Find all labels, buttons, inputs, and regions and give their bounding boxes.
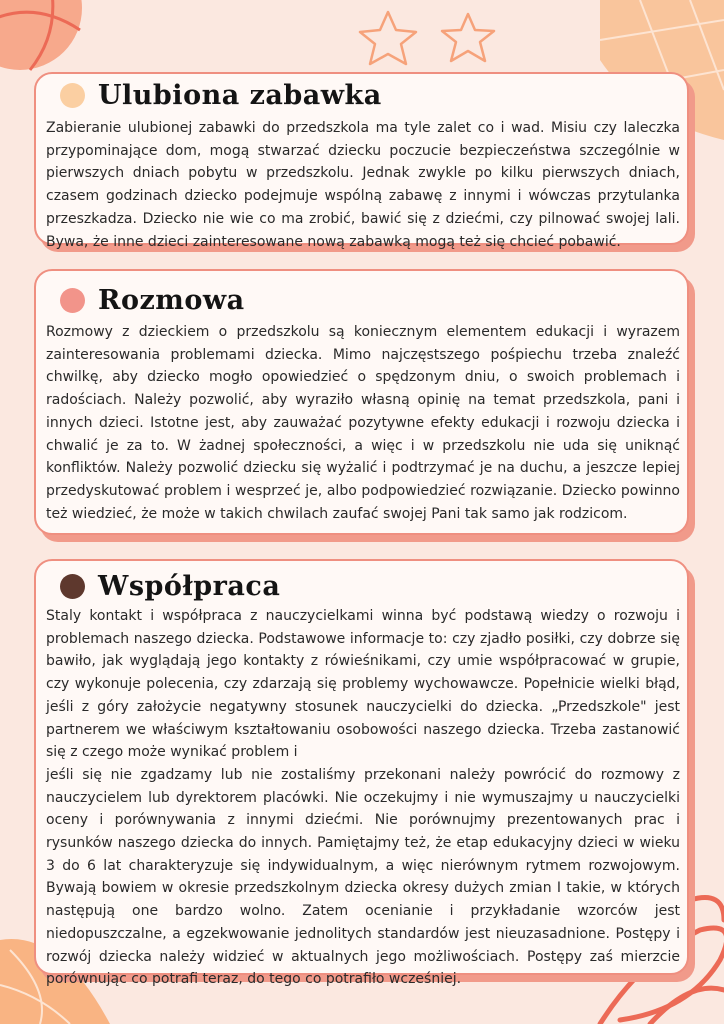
section-title: Rozmowa [98,285,245,316]
section-body [46,321,680,525]
paragraph: jeśli się nie zgadzamy lub nie zostaliśmy przekonani należy powrócić do rozmowy z nauczycielem lub dyrektorem placówki. Nie oczekujmy i nie wymuszajmy u nauczycielki oceny i porównywania z innymi dziećmi. Nie porównujmy prezentowanych prac i rysunków naszego dziecka do innych. Pamiętajmy też, że etap edukacyjny dzieci w wieku 3 do 6 lat charakteryzuje się indywidualnym, a więc nierównym rytmem rozwojowym. Bywają bowiem w okresie przedszkolnym dziecka okresy dużych zmian I takie, w których następują one bardzo wolno. Zatem ocenianie i przykładanie wzorców jest niedopuszczalne, a egzekwowanie jednolitych standardów jest nieuzasadnione. Postępy i rozwój dziecka należy widzieć w aktualnych jego możliwościach. Postępy zaś mierzcie porównując co potrafi teraz, do tego co potrafiło wcześniej. [46,766,680,988]
section-heading [60,285,245,316]
paragraph: Zabieranie ulubionej zabawki do przedszkola ma tyle zalet co i wad. Misiu czy laleczka przypominające dom, mogą stwarzać dziecku poczucie bezpieczeństwa szczególnie w pierwszych dniach pobytu w przedszkolu. Jednak zwykle po kilku pierwszych dniach, czasem godzinach dziecko podejmuje wspólną zabawę z innymi i wówczas przytulanka przeszkadza. Dziecko nie wie co ma zrobić, bawić się z dziećmi, czy pilnować swojej lali. Bywa, że inne dzieci zainteresowane nową zabawką mogą też się chcieć pobawić. [46,120,680,250]
star-decoration [360,12,494,64]
section-title: Ulubiona zabawka [98,80,382,111]
bullet-dot-icon [60,288,85,313]
paragraph: Staly kontakt i współpraca z nauczycielkami winna być podstawą wiedzy o rozwoju i problemach naszego dziecka. Podstawowe informacje to: czy zjadło posiłki, czy dobrze się bawiło, jak wyglądają jego kontakty z rówieśnikami, czy umie współpracować w grupie, czy wykonuje polecenia, czy zdarzają się problemy wychowawcze. Popełnicie wielki błąd, jeśli z góry założycie negatywny stosunek nauczycielki do dziecka. „Przedszkole" jest partnerem we właściwym kształtowaniu osobowości naszego dziecka. Trzeba zastanowić się z czego może wynikać problem i [46,608,680,761]
ball-decoration [0,0,82,70]
bullet-dot-icon [60,83,85,108]
section-heading [60,80,382,111]
section-heading [60,571,280,602]
section-body [46,117,680,253]
section-body [46,605,680,991]
section-title: Współpraca [98,571,281,602]
bullet-dot-icon [60,574,85,599]
paragraph: Rozmowy z dzieckiem o przedszkolu są koniecznym elementem edukacji i wyrazem zainteresowania problemami dziecka. Mimo najczęstszego pośpiechu trzeba znaleźć chwilkę, aby dziecko mogło opowiedzieć o spędzonym dniu, o swoich problemach i radościach. Należy pozwolić, aby wyraziło własną opinię na temat przedszkola, pani i innych dzieci. Istotne jest, aby zauważać pozytywne efekty edukacji i rozwoju dziecka i chwalić je za to. W żadnej społeczności, a więc i w przedszkolu nie uda się uniknąć konfliktów. Należy pozwolić dziecku się wyżalić i podtrzymać je na duchu, a jeszcze lepiej przedyskutować problem i wesprzeć je, albo podpowiedzieć rozwiązanie. Dziecko powinno też wiedzieć, że może w takich chwilach zaufać swojej Pani tak samo jak rodzicom. [46,324,680,522]
